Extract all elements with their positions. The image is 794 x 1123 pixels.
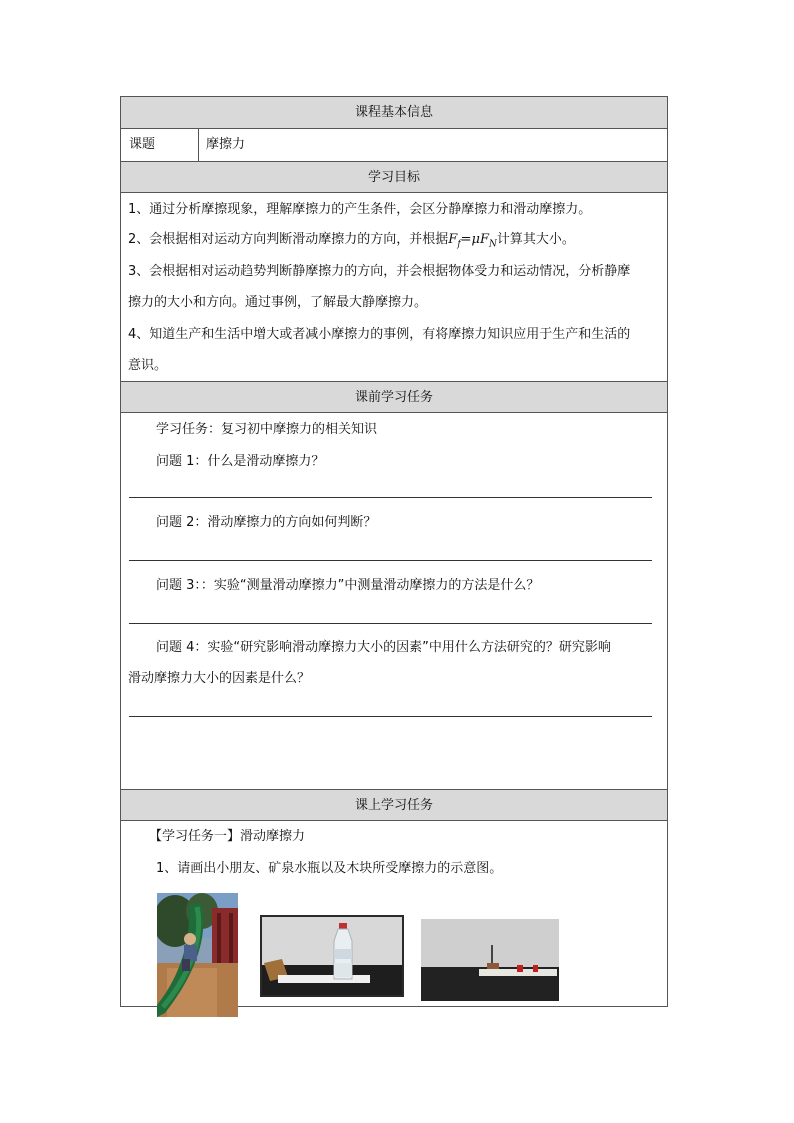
answer-line-2[interactable] [129,560,652,561]
section-header-in-class: 课上学习任务 [121,789,667,821]
objective-2 [128,230,575,255]
section-header-pre-class: 课前学习任务 [121,381,667,413]
objective-3-line-2: 擦力的大小和方向。通过事例，了解最大静摩擦力。 [128,295,428,310]
objective-4-line-2: 意识。 [128,358,168,373]
section-header-basic-info: 课程基本信息 [121,97,667,129]
child-on-slide-photo [157,893,238,1017]
pre-class-question-4-line-2: 滑动摩擦力大小的因素是什么？ [128,671,311,686]
objective-1: 1、通过分析摩擦现象，理解摩擦力的产生条件，会区分静摩擦力和滑动摩擦力。 [128,202,592,217]
pre-class-question-1: 问题 1：什么是滑动摩擦力？ [156,454,325,469]
wooden-block-photo [421,919,559,1001]
topic-column-divider [198,129,199,161]
pre-class-question-4-line-1: 问题 4：实验“研究影响滑动摩擦力大小的因素”中用什么方法研究的？研究影响 [156,640,611,655]
water-bottle-photo [260,915,404,997]
friction-formula: $F_f=\mu F_N$ [448,232,497,250]
pre-class-question-2: 问题 2：滑动摩擦力的方向如何判断？ [156,515,377,530]
pre-class-task: 学习任务：复习初中摩擦力的相关知识 [156,422,378,437]
answer-line-1[interactable] [129,497,652,498]
section-header-objectives: 学习目标 [121,161,667,193]
objective-2-text-after: 计算其大小。 [496,232,575,247]
in-class-question-1: 1、请画出小朋友、矿泉水瓶以及木块所受摩擦力的示意图。 [156,861,503,876]
objective-2-text-before: 2、会根据相对运动方向判断滑动摩擦力的方向，并根据 [128,232,449,247]
objective-3-line-1: 3、会根据相对运动趋势判断静摩擦力的方向，并会根据物体受力和运动情况，分析静摩 [128,264,631,279]
objective-4-line-1: 4、知道生产和生活中增大或者减小摩擦力的事例，有将摩擦力知识应用于生产和生活的 [128,327,631,342]
answer-line-3[interactable] [129,623,652,624]
in-class-task-1: 【学习任务一】滑动摩擦力 [149,829,306,844]
lesson-plan-table [120,96,668,1007]
pre-class-question-3: 问题 3：：实验“测量滑动摩擦力”中测量滑动摩擦力的方法是什么？ [156,578,540,593]
answer-line-4[interactable] [129,716,652,717]
topic-label: 课题 [129,137,156,152]
topic-value: 摩擦力 [206,137,246,152]
